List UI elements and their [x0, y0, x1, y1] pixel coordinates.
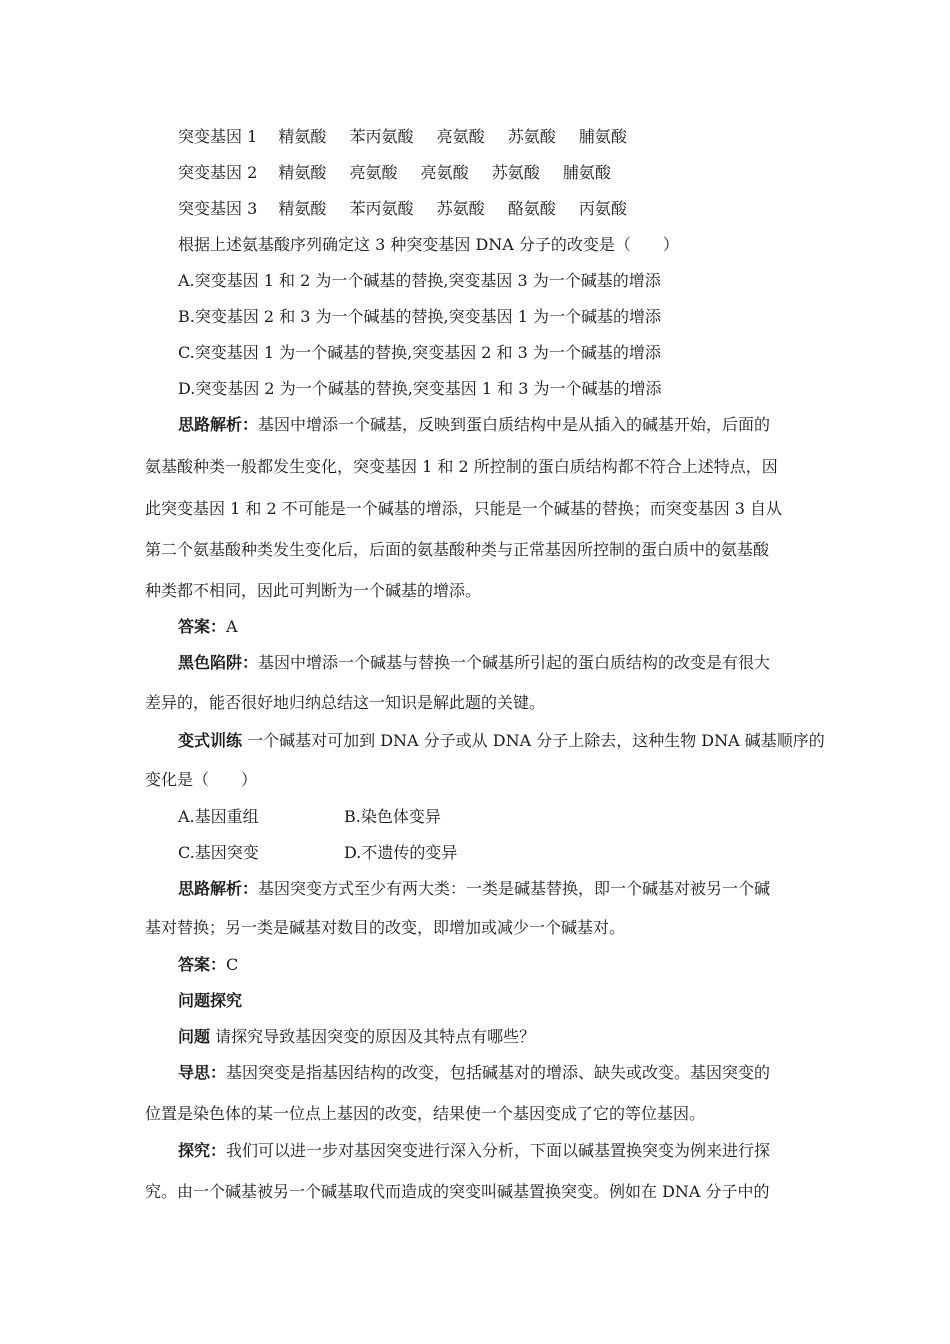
amino-acid: 苏氨酸 — [491, 163, 540, 182]
amino-acid: 丙氨酸 — [578, 199, 627, 218]
variant-paragraph — [0, 731, 950, 751]
guide-label: 导思： — [178, 1063, 227, 1082]
analysis-label: 思路解析： — [178, 879, 259, 898]
analysis-line: 种类都不相同，因此可判断为一个碱基的增添。 — [145, 581, 482, 600]
amino-acid: 苏氨酸 — [436, 199, 485, 218]
analysis-paragraph — [0, 415, 950, 435]
variant-line: 变化是（ ） — [145, 770, 258, 789]
analysis-label: 思路解析： — [178, 415, 259, 434]
option-d: D.突变基因 2 为一个碱基的替换,突变基因 1 和 3 为一个碱基的增添 — [178, 379, 662, 398]
answer-label: 答案： — [178, 955, 227, 974]
amino-acid: 精氨酸 — [278, 127, 327, 146]
amino-acid: 亮氨酸 — [436, 127, 485, 146]
amino-acid: 精氨酸 — [278, 199, 327, 218]
mutation-name: 突变基因 1 — [178, 127, 258, 146]
option-c: C.突变基因 1 为一个碱基的替换,突变基因 2 和 3 为一个碱基的增添 — [178, 343, 661, 362]
option-a: A.基因重组 — [178, 807, 259, 826]
variant-options-row-2 — [0, 843, 950, 863]
analysis-line: 第二个氨基酸种类发生变化后，后面的氨基酸种类与正常基因所控制的蛋白质中的氨基酸 — [145, 540, 770, 559]
mutation-row-1 — [0, 127, 950, 147]
question-label: 问题 — [178, 1027, 211, 1046]
trap-line: 差异的，能否很好地归纳总结这一知识是解此题的关键。 — [145, 693, 546, 712]
amino-acid: 亮氨酸 — [349, 163, 398, 182]
variant-options-row-1 — [0, 807, 950, 827]
amino-acid: 酪氨酸 — [507, 199, 556, 218]
analysis-line: 此突变基因 1 和 2 不可能是一个碱基的增添，只能是一个碱基的替换；而突变基因 3 自从 — [145, 499, 783, 518]
guide-line: 位置是染色体的某一位点上基因的改变，结果使一个基因变成了它的等位基因。 — [145, 1104, 706, 1123]
guide-paragraph — [0, 1063, 950, 1083]
analysis-paragraph-2 — [0, 879, 950, 899]
answer-line — [0, 617, 950, 637]
amino-acid: 亮氨酸 — [420, 163, 469, 182]
amino-acid: 脯氨酸 — [562, 163, 611, 182]
answer-value: A — [226, 617, 238, 636]
section-heading: 问题探究 — [178, 991, 243, 1010]
explore-label: 探究： — [178, 1141, 227, 1160]
guide-text: 基因突变是指基因结构的改变，包括碱基对的增添、缺失或改变。基因突变的 — [226, 1063, 771, 1082]
trap-label: 黑色陷阱： — [178, 653, 259, 672]
variant-label: 变式训练 — [178, 731, 243, 750]
amino-acid: 精氨酸 — [278, 163, 327, 182]
analysis-text: 基因突变方式至少有两大类：一类是碱基替换，即一个碱基对被另一个碱 — [258, 879, 771, 898]
variant-text: 一个碱基对可加到 DNA 分子或从 DNA 分子上除去，这种生物 DNA 碱基顺序的 — [242, 731, 825, 750]
analysis-line: 基对替换；另一类是碱基对数目的改变，即增加或减少一个碱基对。 — [145, 918, 626, 937]
answer-value: C — [226, 955, 239, 974]
option-b: B.染色体变异 — [344, 807, 441, 826]
explore-paragraph — [0, 1141, 950, 1161]
analysis-text: 基因中增添一个碱基，反映到蛋白质结构中是从插入的碱基开始，后面的 — [258, 415, 771, 434]
option-a: A.突变基因 1 和 2 为一个碱基的替换,突变基因 3 为一个碱基的增添 — [178, 271, 661, 290]
answer-label: 答案： — [178, 617, 227, 636]
mutation-row-3 — [0, 199, 950, 219]
mutation-name: 突变基因 2 — [178, 163, 258, 182]
option-b: B.突变基因 2 和 3 为一个碱基的替换,突变基因 1 为一个碱基的增添 — [178, 307, 661, 326]
inquiry-question — [0, 1027, 950, 1047]
amino-acid: 脯氨酸 — [578, 127, 627, 146]
mutation-name: 突变基因 3 — [178, 199, 258, 218]
explore-text: 我们可以进一步对基因突变进行深入分析，下面以碱基置换突变为例来进行探 — [226, 1141, 771, 1160]
mutation-row-2 — [0, 163, 950, 183]
option-c: C.基因突变 — [178, 843, 259, 862]
trap-text: 基因中增添一个碱基与替换一个碱基所引起的蛋白质结构的改变是有很大 — [258, 653, 771, 672]
amino-acid: 苯丙氨酸 — [349, 127, 414, 146]
option-d: D.不遗传的变异 — [344, 843, 458, 862]
answer-line-2 — [0, 955, 950, 975]
question-stem: 根据上述氨基酸序列确定这 3 种突变基因 DNA 分子的改变是（ ） — [178, 235, 679, 254]
explore-line: 究。由一个碱基被另一个碱基取代而造成的突变叫碱基置换突变。例如在 DNA 分子中的 — [145, 1182, 770, 1201]
trap-paragraph — [0, 653, 950, 673]
question-text: 请探究导致基因突变的原因及其特点有哪些？ — [210, 1027, 536, 1046]
amino-acid: 苏氨酸 — [507, 127, 556, 146]
analysis-line: 氨基酸种类一般都发生变化，突变基因 1 和 2 所控制的蛋白质结构都不符合上述特点，因 — [145, 457, 778, 476]
amino-acid: 苯丙氨酸 — [349, 199, 414, 218]
